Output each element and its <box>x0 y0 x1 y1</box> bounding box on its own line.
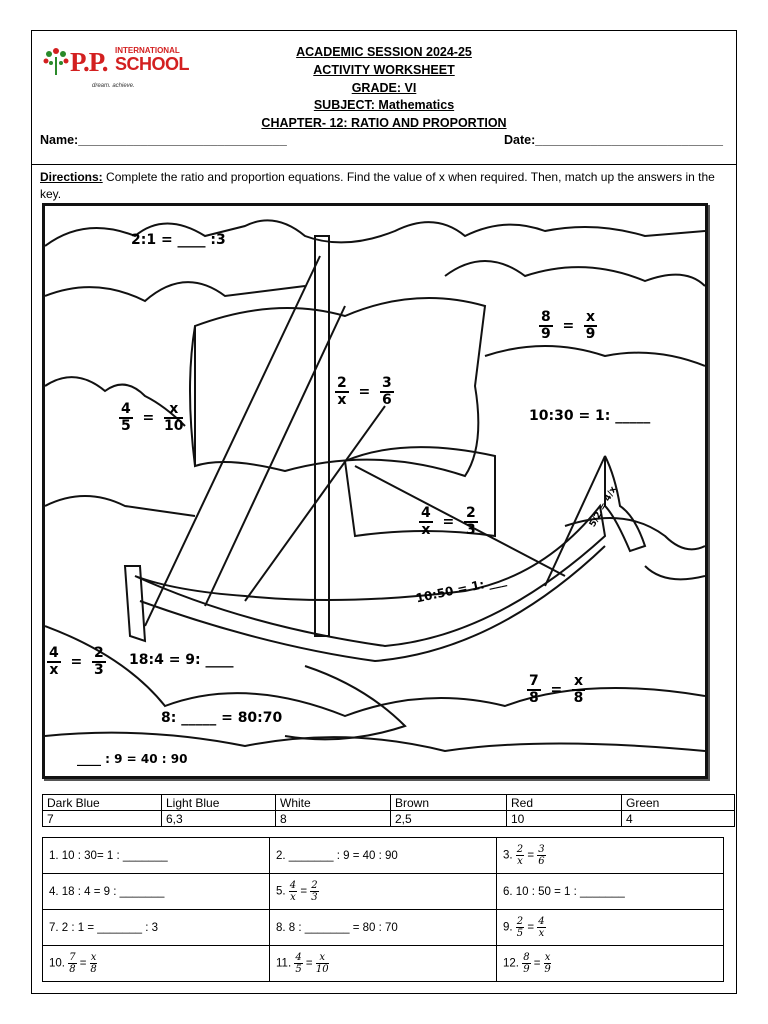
key-header-light-blue: Light Blue <box>162 795 276 811</box>
question-row <box>43 910 724 946</box>
question-2[interactable]: 2. _______ : 9 = 40 : 90 <box>270 838 497 874</box>
color-key-table <box>42 794 735 827</box>
pic-eq-10: $\frac{7}{8}$ = $\frac{x}{8}$ <box>529 673 584 706</box>
color-key-header-row <box>43 795 735 811</box>
key-header-red: Red <box>507 795 622 811</box>
pic-eq-8: $\frac{4}{x}$ = $\frac{2}{3}$ <box>49 645 104 678</box>
question-row <box>43 874 724 910</box>
question-5[interactable]: 5. $\frac{4}{x}$ = $\frac{2}{3}$ <box>270 874 497 910</box>
grade-title: GRADE: VI <box>351 81 417 95</box>
key-header-dark-blue: Dark Blue <box>43 795 162 811</box>
question-row <box>43 838 724 874</box>
chapter-title: CHAPTER- 12: RATIO AND PROPORTION <box>261 116 507 130</box>
questions-table <box>42 837 724 982</box>
color-key-value-row <box>43 811 735 827</box>
key-value-green: 4 <box>622 811 735 827</box>
key-value-red: 10 <box>507 811 622 827</box>
session-title: ACADEMIC SESSION 2024-25 <box>296 45 472 59</box>
worksheet-page <box>31 30 737 994</box>
pic-eq-2: $\frac{8}{9}$ = $\frac{x}{9}$ <box>541 309 596 342</box>
pic-eq-1: 2:1 = ____ :3 <box>131 232 226 248</box>
pic-eq-3: $\frac{2}{x}$ = $\frac{3}{6}$ <box>337 375 392 408</box>
question-11[interactable]: 11. $\frac{4}{5}$ = $\frac{x}{10}$ <box>270 946 497 982</box>
pic-eq-9: 18:4 = 9: ____ <box>129 652 234 668</box>
logo-pp: P.P. <box>70 47 108 77</box>
logo-school: SCHOOL <box>115 54 190 74</box>
question-1[interactable]: 1. 10 : 30= 1 : _______ <box>43 838 270 874</box>
logo-tagline: dream. achieve. <box>92 83 135 89</box>
pic-eq-5: 10:30 = 1: _____ <box>529 408 651 424</box>
name-field[interactable]: Name:______________________________ <box>40 133 287 147</box>
pic-eq-4: $\frac{4}{5}$ = $\frac{x}{10}$ <box>121 401 184 434</box>
question-10[interactable]: 10. $\frac{7}{8}$ = $\frac{x}{8}$ <box>43 946 270 982</box>
coloring-picture <box>42 203 708 779</box>
pic-eq-6: $\frac{4}{x}$ = $\frac{2}{3}$ <box>421 505 476 538</box>
subject-title: SUBJECT: Mathematics <box>313 98 455 112</box>
logo-intl: INTERNATIONAL <box>115 46 180 55</box>
directions-text: Complete the ratio and proportion equations. Find the value of x when required. Then, match up the answers in the key. <box>40 170 715 201</box>
question-8[interactable]: 8. 8 : _______ = 80 : 70 <box>270 910 497 946</box>
worksheet-header <box>32 31 736 165</box>
pic-eq-7: 10:50 = 1: ___ <box>414 572 508 606</box>
directions <box>40 169 730 203</box>
question-12[interactable]: 12. $\frac{8}{9}$ = $\frac{x}{9}$ <box>497 946 724 982</box>
question-9[interactable]: 9. $\frac{2}{5}$ = $\frac{4}{x}$ <box>497 910 724 946</box>
question-6[interactable]: 6. 10 : 50 = 1 : _______ <box>497 874 724 910</box>
worksheet-title: ACTIVITY WORKSHEET <box>313 63 455 77</box>
pic-eq-13: 5/2 = 4/x <box>587 485 620 529</box>
key-value-dark-blue: 7 <box>43 811 162 827</box>
key-header-white: White <box>276 795 391 811</box>
directions-label: Directions: <box>40 170 103 184</box>
key-header-brown: Brown <box>391 795 507 811</box>
date-field[interactable]: Date:___________________________ <box>504 133 723 147</box>
pic-eq-11: 8: _____ = 80:70 <box>161 710 283 726</box>
pic-eq-12: ____ : 9 = 40 : 90 <box>77 752 188 766</box>
question-7[interactable]: 7. 2 : 1 = _______ : 3 <box>43 910 270 946</box>
question-3[interactable]: 3. $\frac{2}{x}$ = $\frac{3}{6}$ <box>497 838 724 874</box>
key-value-white: 8 <box>276 811 391 827</box>
question-4[interactable]: 4. 18 : 4 = 9 : _______ <box>43 874 270 910</box>
key-header-green: Green <box>622 795 735 811</box>
question-row <box>43 946 724 982</box>
key-value-light-blue: 6,3 <box>162 811 276 827</box>
key-value-brown: 2,5 <box>391 811 507 827</box>
